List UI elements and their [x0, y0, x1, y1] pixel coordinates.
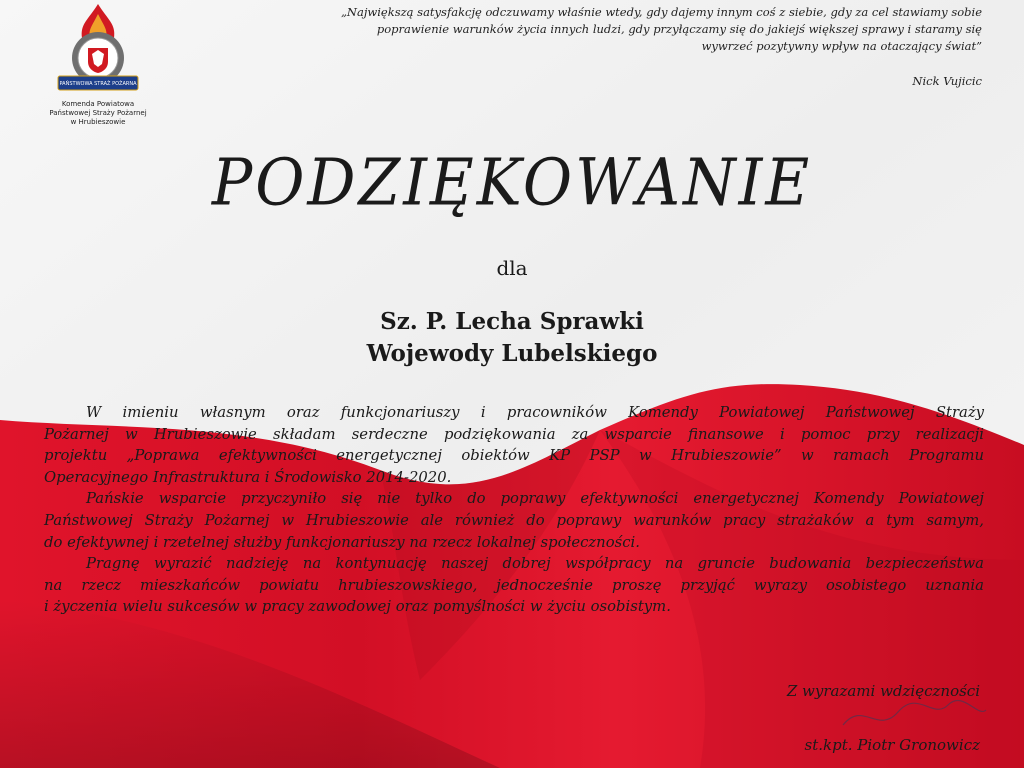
logo-caption-line: Państwowej Straży Pożarnej	[49, 109, 147, 117]
body-line: Państwowej Straży Pożarnej w Hrubieszowie ale również do poprawy warunków pracy strażaków a tym samym,	[44, 511, 984, 529]
logo-caption-line: w Hrubieszowie	[70, 118, 126, 126]
quote-line: „Największą satysfakcję odczuwamy właśnie wtedy, gdy dajemy innym coś z siebie, gdy za cel stawiamy sobie	[340, 5, 982, 19]
body-line: na rzecz mieszkańców powiatu hrubieszowskiego, jednocześnie proszę przyjąć wyrazy osobistego uznania	[44, 576, 984, 594]
quote-line: wywrzeć pozytywny wpływ na otaczający świat”	[701, 39, 982, 53]
recipient-position: Wojewody Lubelskiego	[366, 340, 658, 367]
quote-author: Nick Vujicic	[912, 74, 982, 88]
logo-badge-text: PAŃSTWOWA STRAŻ POŻARNA	[59, 81, 137, 87]
body-line: Operacyjnego Infrastruktura i Środowisko 2014-2020.	[44, 468, 452, 486]
body-line: Pożarnej w Hrubieszowie składam serdeczne podziękowania za wsparcie finansowe i pomoc przy realizacji	[44, 425, 984, 443]
body-line: i życzenia wielu sukcesów w pracy zawodowej oraz pomyślności w życiu osobistym.	[44, 598, 671, 616]
signatory: st.kpt. Piotr Gronowicz	[804, 736, 980, 754]
logo-caption	[40, 100, 156, 127]
body-line: W imieniu własnym oraz funkcjonariuszy i pracowników Komendy Powiatowej Państwowej Straży	[86, 404, 984, 421]
body-line: projektu „Poprawa efektywności energetycznej obiektów KP PSP w Hrubieszowie” w ramach Programu	[44, 447, 984, 465]
body-line: Pańskie wsparcie przyczyniło się nie tylko do poprawy efektywności energetycznej Komendy Powiatowej	[86, 490, 984, 508]
motto-quote	[330, 4, 982, 55]
body-line: Pragnę wyrazić nadzieję na kontynuację naszej dobrej współpracy na gruncie budowania bezpieczeństwa	[86, 555, 984, 573]
logo-caption-line: Komenda Powiatowa	[61, 100, 135, 108]
letter-body	[44, 402, 984, 618]
quote-line: poprawienie warunków życia innych ludzi, gdy przyłączamy się do jakiejś większej sprawy i staramy się	[376, 22, 982, 36]
body-line: do efektywnej i rzetelnej służby funkcjonariuszy na rzecz lokalnej społeczności.	[44, 533, 640, 551]
fire-service-logo	[40, 2, 156, 126]
recipient-name: Sz. P. Lecha Sprawki	[380, 308, 644, 335]
title-dla: dla	[496, 256, 528, 280]
closing-phrase: Z wyrazami wdzięczności	[786, 682, 980, 700]
page-title: PODZIĘKOWANIE	[211, 145, 813, 221]
recipient	[0, 306, 1024, 370]
